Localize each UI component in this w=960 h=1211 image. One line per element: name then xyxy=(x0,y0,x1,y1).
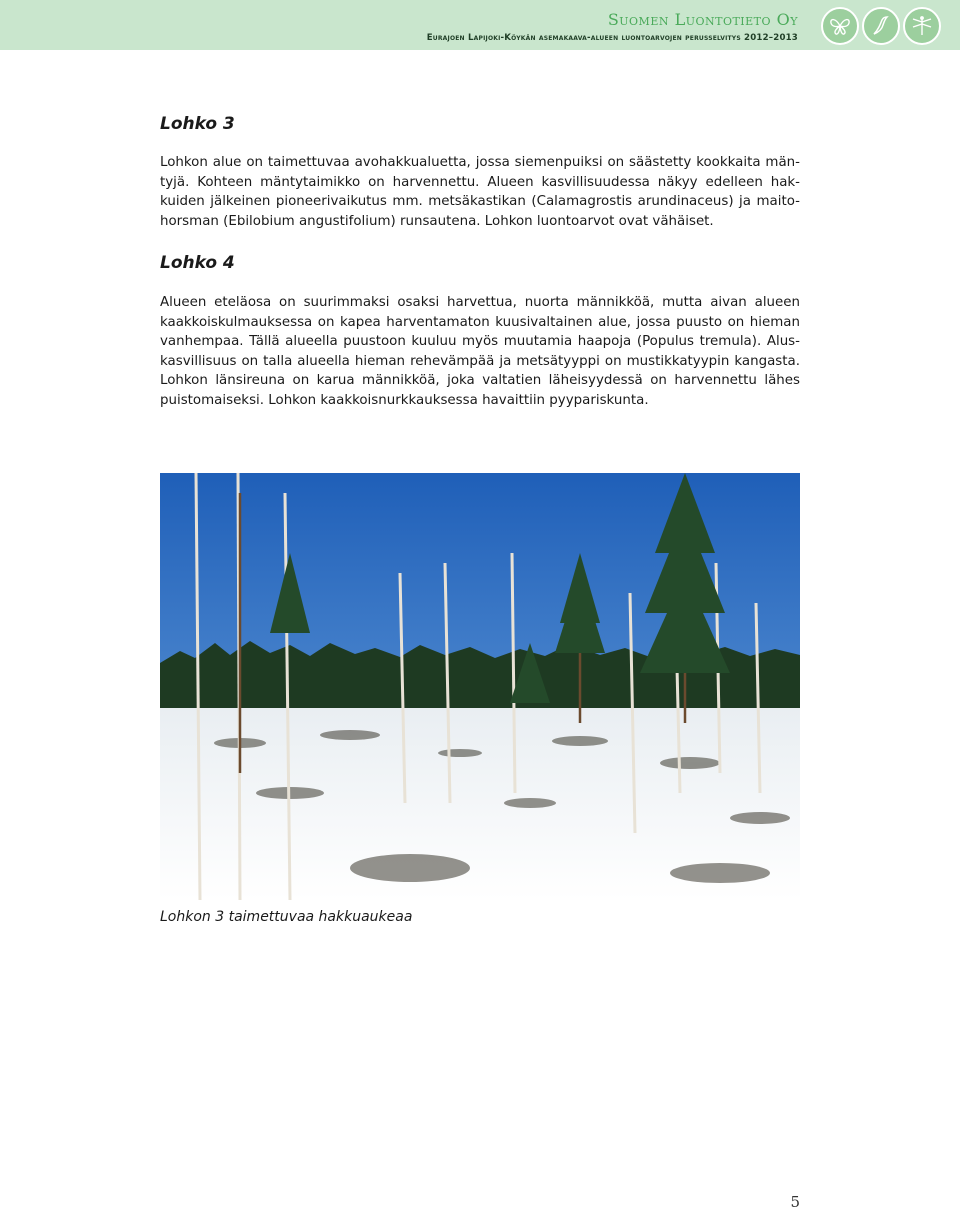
section-heading-lohko-4: Lohko 4 xyxy=(160,253,235,273)
text-line: horsman (Ebilobium angustifolium) runsautena. Lohkon luontoarvot ovat vähäiset. xyxy=(160,213,714,229)
header-icons xyxy=(821,7,941,47)
text-line: Alueen eteläosa on suurimmaksi osaksi harvettua, nuorta männikköä, mutta aivan alueen xyxy=(160,295,800,310)
text-line: puistomaiseksi. Lohkon kaakkoisnurkkauksessa havaittiin pyypariskunta. xyxy=(160,392,649,408)
report-subtitle: Eurajoen Lapijoki-Köykän asemakaava-alueen luontoarvojen perusselvitys 2012–2013 xyxy=(426,33,798,43)
section-text-lohko-3 xyxy=(160,153,800,231)
section-heading-lohko-3: Lohko 3 xyxy=(160,114,235,134)
text-line: Lohkon alue on taimettuvaa avohakkualuetta, jossa siemenpuiksi on säästetty kookkaita män- xyxy=(160,155,800,170)
text-line: tyjä. Kohteen mäntytaimikko on harvennettu. Alueen kasvillisuudessa näkyy edelleen hak- xyxy=(160,174,800,190)
text-line: kuiden jälkeinen pioneerivaikutus mm. metsäkastikan (Calamagrostis arundinaceus) ja maito- xyxy=(160,194,800,209)
page-number: 5 xyxy=(790,1193,800,1211)
text-line: Lohkon länsireuna on karua männikköä, joka valtatien läheisyydessä on harvennettu lähes xyxy=(160,373,800,388)
photo-caption: Lohkon 3 taimettuvaa hakkuaukeaa xyxy=(160,909,413,925)
forest-photo xyxy=(160,473,800,900)
text-line: vanhempaa. Tällä alueella puustoon kuuluu myös muutamia haapoja (Populus tremula). Alus- xyxy=(160,334,800,349)
bird-icon xyxy=(862,7,900,45)
section-text-lohko-4 xyxy=(160,293,800,410)
dragonfly-icon xyxy=(903,7,941,45)
text-line: kaakkoiskulmauksessa on kapea harventamaton kuusivaltainen alue, jossa puusto on hieman xyxy=(160,314,800,330)
company-name: Suomen Luontotieto Oy xyxy=(607,10,798,29)
text-line: kasvillisuus on talla alueella hieman rehevämpää ja metsätyyppi on mustikkatyypin kangasta. xyxy=(160,353,800,369)
butterfly-icon xyxy=(821,7,859,45)
